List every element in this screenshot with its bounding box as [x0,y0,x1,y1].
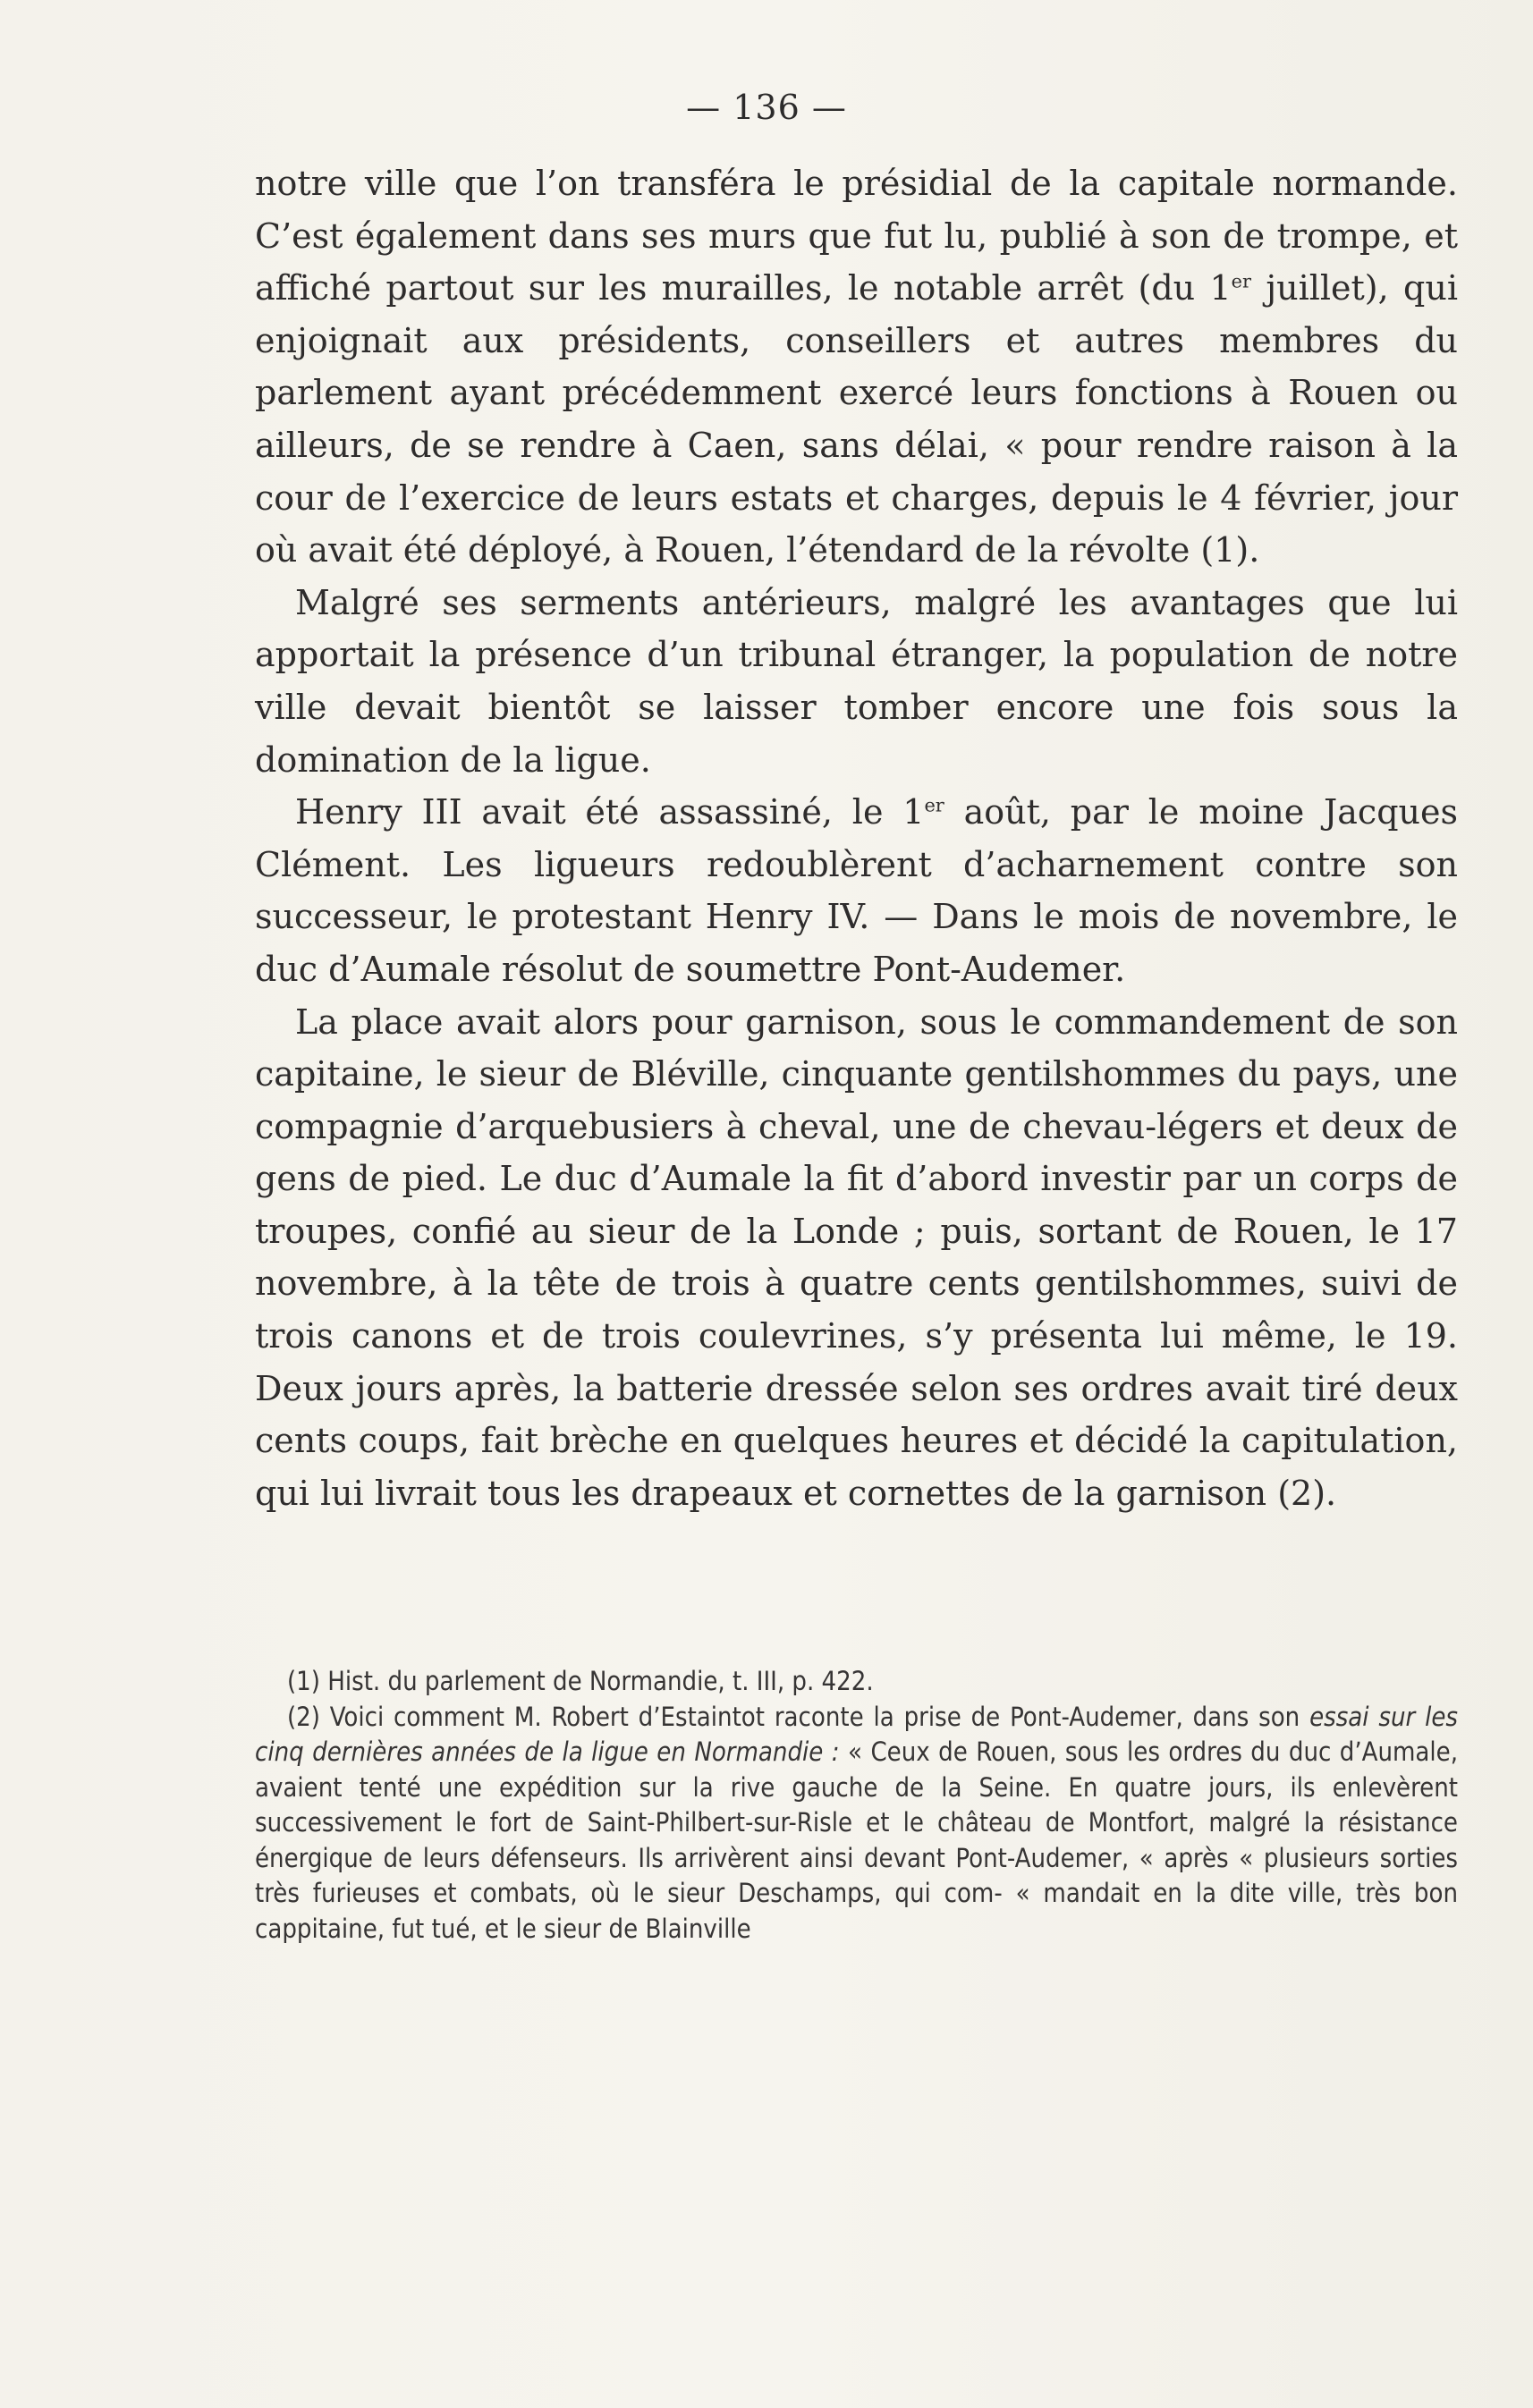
paragraph-3 [255,786,1458,995]
paragraph-1-ordinal: 1 [1209,268,1232,308]
paragraph-1-superscript: er [1231,270,1251,292]
paragraph-2: Malgré ses serments antérieurs, malgré les avantages que lui apportait la présence d’un tribunal étranger, la population de notre ville devait bientôt se laisser tomber encore une fois sous la domination de la ligue. [255,582,1458,780]
paragraph-1-text-cont: juillet), qui enjoignait aux présidents, conseillers et autres membres du parlement ayant précédemment exercé leurs fonctions à Rouen ou ailleurs, de se rendre à Caen, sans délai, « pour rendre raison à la cour de l’exercice de leurs estats et charges, depuis le 4 février, jour où avait été déployé, à Rouen, l’étendard de la révolte (1). [255,268,1458,570]
footnote-2-text: (2) Voici comment M. Robert d’Estaintot raconte la prise de Pont-Audemer, dans son [287,1701,1310,1732]
paragraph-3-text-cont: août, par le moine Jacques Clément. Les ligueurs redoublèrent d’acharnement contre son successeur, le protestant Henry IV. — Dans le mois de novembre, le duc d’Aumale résolut de soumettre Pont-Audemer. [255,792,1458,989]
page-number: — 136 — [686,88,847,127]
paragraph-3-superscript: er [924,794,944,816]
main-text [255,157,1458,1519]
footnote-2-title: essai sur les cinq dernières années de la ligue en Normandie : [255,1701,1458,1767]
paragraph-1-text: notre ville que l’on transféra le présidial de la capitale normande. C’est également dans ses murs que fut lu, publié à son de trompe, et affiché partout sur les murailles, le notable arrêt (du [255,164,1458,308]
footnote-1: (1) Hist. du parlement de Normandie, t. III, p. 422. [287,1666,874,1696]
footnote-2 [255,1700,1458,1948]
paragraph-3-text: Henry III avait été assassiné, le 1 [295,792,925,832]
paragraph-1 [255,157,1458,577]
footnote-2-quote: « Ceux de Rouen, sous les ordres du duc d’Aumale, avaient tenté une expédition sur la rive gauche de la Seine. En quatre jours, ils enlevèrent successivement le fort de Saint-Philbert-sur-Risle et le château de Montfort, malgré la résistance énergique de leurs défenseurs. Ils arrivèrent ainsi devant Pont-Audemer, « après « plusieurs sorties très furieuses et combats, où le sieur Deschamps, qui com- « mandait en la dite ville, très bon cappitaine, fut tué, et le sieur de Blainville [255,1736,1459,1944]
paragraph-4: La place avait alors pour garnison, sous le commandement de son capitaine, le sieur de Bléville, cinquante gentilshommes du pays, une compagnie d’arquebusiers à cheval, une de chevau-légers et deux de gens de pied. Le duc d’Aumale la fit d’abord investir par un corps de troupes, confié au sieur de la Londe ; puis, sortant de Rouen, le 17 novembre, à la tête de trois à quatre cents gentilshommes, suivi de trois canons et de trois coulevrines, s’y présenta lui même, le 19. Deux jours après, la batterie dressée selon ses ordres avait tiré deux cents coups, fait brèche en quelques heures et décidé la capitulation, qui lui livrait tous les drapeaux et cornettes de la garnison (2). [255,1001,1458,1513]
footnotes [255,1664,1458,1947]
